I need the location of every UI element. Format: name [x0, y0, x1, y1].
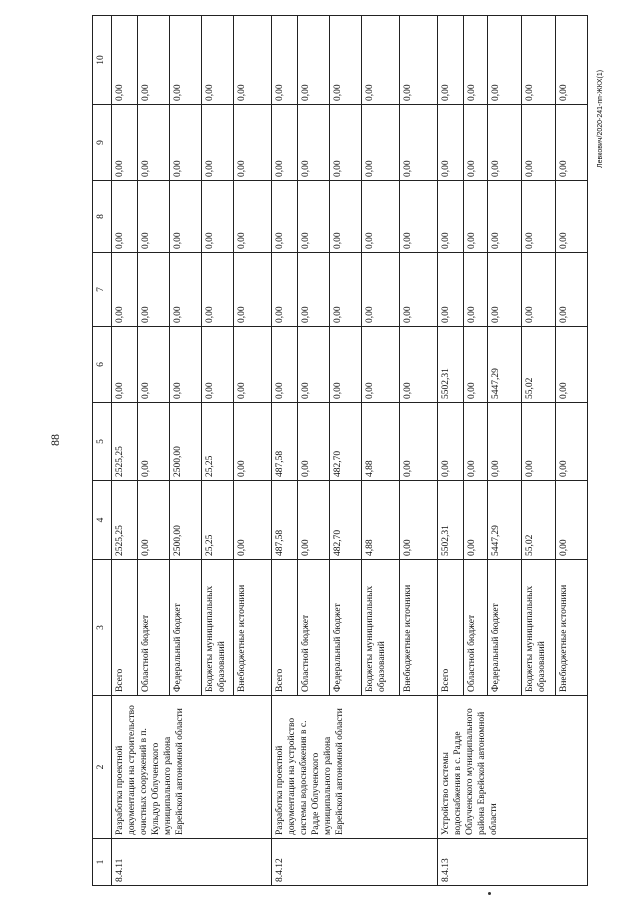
- funding-source: Бюджеты муниципальных образований: [202, 560, 234, 696]
- amount-cell: 0,00: [438, 181, 464, 253]
- amount-cell: 0,00: [464, 327, 488, 403]
- funding-source: Федеральный бюджет: [330, 560, 362, 696]
- amount-cell: 0,00: [138, 105, 170, 181]
- amount-cell: 0,00: [298, 181, 330, 253]
- amount-cell: 0,00: [556, 327, 588, 403]
- amount-cell: 5447,29: [488, 481, 522, 560]
- amount-cell: 0,00: [438, 105, 464, 181]
- amount-cell: 0,00: [112, 327, 138, 403]
- amount-cell: 0,00: [556, 403, 588, 481]
- funding-source: Внебюджетные источники: [234, 560, 272, 696]
- amount-cell: 0,00: [272, 253, 298, 327]
- item-name: Разработка проектной документации на устройство системы водоснабжения в с. Радде Облученского муниципального района Еврейской автономной области: [272, 696, 438, 839]
- amount-cell: 0,00: [138, 16, 170, 105]
- amount-cell: 25,25: [202, 481, 234, 560]
- amount-cell: 0,00: [272, 181, 298, 253]
- amount-cell: 0,00: [400, 16, 438, 105]
- amount-cell: 0,00: [488, 403, 522, 481]
- amount-cell: 0,00: [112, 181, 138, 253]
- funding-source: Областной бюджет: [298, 560, 330, 696]
- table-row: [112, 16, 138, 886]
- amount-cell: 0,00: [330, 181, 362, 253]
- amount-cell: 482,70: [330, 403, 362, 481]
- amount-cell: 0,00: [522, 181, 556, 253]
- amount-cell: 0,00: [488, 16, 522, 105]
- col-header-7: 7: [93, 253, 112, 327]
- amount-cell: 0,00: [330, 253, 362, 327]
- amount-cell: 2525,25: [112, 481, 138, 560]
- amount-cell: 0,00: [202, 327, 234, 403]
- amount-cell: 0,00: [298, 16, 330, 105]
- amount-cell: 0,00: [170, 327, 202, 403]
- amount-cell: 0,00: [298, 105, 330, 181]
- amount-cell: 0,00: [138, 253, 170, 327]
- amount-cell: 5502,31: [438, 327, 464, 403]
- amount-cell: 0,00: [362, 327, 400, 403]
- amount-cell: 0,00: [298, 253, 330, 327]
- funding-source: Федеральный бюджет: [488, 560, 522, 696]
- col-header-2: 2: [93, 696, 112, 839]
- amount-cell: 0,00: [464, 16, 488, 105]
- amount-cell: 5502,31: [438, 481, 464, 560]
- amount-cell: 0,00: [112, 105, 138, 181]
- amount-cell: 0,00: [362, 105, 400, 181]
- col-header-1: 1: [93, 839, 112, 886]
- amount-cell: 0,00: [330, 105, 362, 181]
- amount-cell: 482,70: [330, 481, 362, 560]
- amount-cell: 0,00: [464, 181, 488, 253]
- amount-cell: 0,00: [438, 253, 464, 327]
- amount-cell: 0,00: [400, 105, 438, 181]
- col-header-4: 4: [93, 481, 112, 560]
- funding-source: Областной бюджет: [464, 560, 488, 696]
- amount-cell: 0,00: [556, 253, 588, 327]
- funding-source: Бюджеты муниципальных образований: [362, 560, 400, 696]
- amount-cell: 55,02: [522, 481, 556, 560]
- amount-cell: 0,00: [362, 16, 400, 105]
- col-header-9: 9: [93, 105, 112, 181]
- table-body: [112, 16, 588, 886]
- amount-cell: 0,00: [488, 105, 522, 181]
- funding-source: Федеральный бюджет: [170, 560, 202, 696]
- amount-cell: 0,00: [488, 181, 522, 253]
- amount-cell: 0,00: [234, 481, 272, 560]
- amount-cell: 0,00: [138, 403, 170, 481]
- amount-cell: 0,00: [170, 253, 202, 327]
- amount-cell: 0,00: [438, 403, 464, 481]
- amount-cell: 0,00: [202, 181, 234, 253]
- amount-cell: 0,00: [556, 16, 588, 105]
- amount-cell: 0,00: [556, 481, 588, 560]
- amount-cell: 0,00: [234, 16, 272, 105]
- amount-cell: 0,00: [400, 481, 438, 560]
- amount-cell: 0,00: [234, 403, 272, 481]
- amount-cell: 0,00: [112, 16, 138, 105]
- funding-source: Всего: [112, 560, 138, 696]
- col-header-3: 3: [93, 560, 112, 696]
- amount-cell: 0,00: [272, 105, 298, 181]
- amount-cell: 4,88: [362, 403, 400, 481]
- funding-source: Областной бюджет: [138, 560, 170, 696]
- amount-cell: 0,00: [488, 253, 522, 327]
- budget-table: [92, 15, 588, 886]
- amount-cell: 25,25: [202, 403, 234, 481]
- funding-source: Внебюджетные источники: [400, 560, 438, 696]
- col-header-6: 6: [93, 327, 112, 403]
- amount-cell: 0,00: [438, 16, 464, 105]
- amount-cell: 0,00: [362, 181, 400, 253]
- margin-mark: [488, 892, 491, 895]
- amount-cell: 55,02: [522, 327, 556, 403]
- amount-cell: 487,58: [272, 481, 298, 560]
- amount-cell: 0,00: [556, 105, 588, 181]
- amount-cell: 0,00: [298, 327, 330, 403]
- amount-cell: 0,00: [464, 253, 488, 327]
- amount-cell: 0,00: [234, 181, 272, 253]
- funding-source: Всего: [438, 560, 464, 696]
- item-code: 8.4.11: [112, 839, 272, 886]
- col-header-10: 10: [93, 16, 112, 105]
- amount-cell: 0,00: [234, 253, 272, 327]
- amount-cell: 0,00: [464, 403, 488, 481]
- amount-cell: 2500,00: [170, 481, 202, 560]
- amount-cell: 0,00: [400, 253, 438, 327]
- funding-source: Внебюджетные источники: [556, 560, 588, 696]
- amount-cell: 0,00: [522, 16, 556, 105]
- amount-cell: 5447,29: [488, 327, 522, 403]
- amount-cell: 0,00: [170, 16, 202, 105]
- amount-cell: 0,00: [556, 181, 588, 253]
- item-code: 8.4.12: [272, 839, 438, 886]
- item-name: Устройство системы водоснабжения в с. Радде Облученского муниципального района Еврейской автономной области: [438, 696, 588, 839]
- table-row: [272, 16, 298, 886]
- amount-cell: 0,00: [170, 105, 202, 181]
- amount-cell: 0,00: [298, 403, 330, 481]
- amount-cell: 0,00: [362, 253, 400, 327]
- amount-cell: 0,00: [234, 327, 272, 403]
- funding-source: Бюджеты муниципальных образований: [522, 560, 556, 696]
- amount-cell: 0,00: [202, 253, 234, 327]
- amount-cell: 0,00: [298, 481, 330, 560]
- amount-cell: 0,00: [202, 105, 234, 181]
- amount-cell: 0,00: [272, 16, 298, 105]
- amount-cell: 0,00: [464, 481, 488, 560]
- amount-cell: 0,00: [330, 16, 362, 105]
- amount-cell: 0,00: [522, 105, 556, 181]
- amount-cell: 0,00: [202, 16, 234, 105]
- amount-cell: 0,00: [400, 327, 438, 403]
- item-code: 8.4.13: [438, 839, 588, 886]
- amount-cell: 2525,25: [112, 403, 138, 481]
- amount-cell: 0,00: [464, 105, 488, 181]
- amount-cell: 0,00: [138, 327, 170, 403]
- funding-source: Всего: [272, 560, 298, 696]
- amount-cell: 0,00: [234, 105, 272, 181]
- item-name: Разработка проектной документации на строительство очистных сооружений в п. Кульдур Облученского муниципального района Еврейской автономной области: [112, 696, 272, 839]
- rotated-table-wrapper: [92, 16, 583, 886]
- amount-cell: 0,00: [138, 181, 170, 253]
- amount-cell: 4,88: [362, 481, 400, 560]
- amount-cell: 0,00: [330, 327, 362, 403]
- amount-cell: 2500,00: [170, 403, 202, 481]
- col-header-5: 5: [93, 403, 112, 481]
- amount-cell: 0,00: [170, 181, 202, 253]
- amount-cell: 0,00: [272, 327, 298, 403]
- amount-cell: 0,00: [138, 481, 170, 560]
- amount-cell: 0,00: [522, 403, 556, 481]
- amount-cell: 0,00: [400, 403, 438, 481]
- amount-cell: 487,58: [272, 403, 298, 481]
- header-row: [93, 16, 112, 886]
- page-number: 88: [48, 434, 62, 446]
- amount-cell: 0,00: [522, 253, 556, 327]
- col-header-8: 8: [93, 181, 112, 253]
- document-footer: Левкович/2020-241-пп-ЖКХ(1): [597, 69, 604, 168]
- amount-cell: 0,00: [112, 253, 138, 327]
- table-row: [438, 16, 464, 886]
- amount-cell: 0,00: [400, 181, 438, 253]
